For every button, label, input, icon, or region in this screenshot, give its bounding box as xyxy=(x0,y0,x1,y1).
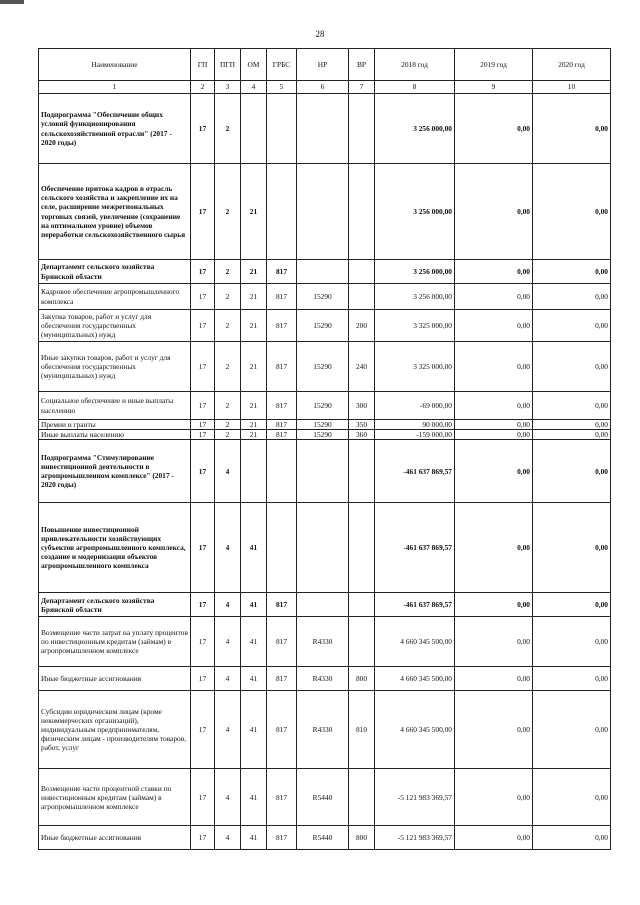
row-name: Возмещение части процентной ставки по инвестиционным кредитам (займам) в агропромышленном комплексе xyxy=(39,769,191,826)
cell-nr: R5440 xyxy=(297,769,349,826)
cell-2020: 0,00 xyxy=(533,667,611,691)
table-row xyxy=(39,503,611,593)
table-row xyxy=(39,342,611,392)
cell-nr xyxy=(297,260,349,284)
cell-gp: 17 xyxy=(191,593,215,617)
column-header: ГП xyxy=(191,49,215,81)
cell-2019: 0,00 xyxy=(455,310,533,342)
cell-pgp: 4 xyxy=(215,440,241,503)
table-row xyxy=(39,260,611,284)
column-header: 2019 год xyxy=(455,49,533,81)
cell-pgp: 4 xyxy=(215,769,241,826)
cell-pgp: 4 xyxy=(215,691,241,769)
column-header: ГРБС xyxy=(267,49,297,81)
cell-om: 21 xyxy=(241,342,267,392)
cell-2018: 3 325 000,00 xyxy=(375,310,455,342)
cell-grbs: 817 xyxy=(267,260,297,284)
column-index: 4 xyxy=(241,81,267,94)
cell-2020: 0,00 xyxy=(533,284,611,310)
cell-2018: -5 121 983 369,57 xyxy=(375,769,455,826)
cell-vr: 800 xyxy=(349,667,375,691)
cell-2020: 0,00 xyxy=(533,310,611,342)
cell-gp: 17 xyxy=(191,284,215,310)
cell-pgp: 4 xyxy=(215,617,241,667)
cell-grbs: 817 xyxy=(267,617,297,667)
cell-2020: 0,00 xyxy=(533,826,611,850)
table-row xyxy=(39,593,611,617)
cell-2018: 4 660 345 500,00 xyxy=(375,667,455,691)
cell-om: 41 xyxy=(241,593,267,617)
cell-om: 21 xyxy=(241,164,267,260)
budget-table xyxy=(38,48,611,850)
cell-2019: 0,00 xyxy=(455,392,533,420)
column-index-row xyxy=(39,81,611,94)
column-header: НР xyxy=(297,49,349,81)
table-row xyxy=(39,284,611,310)
row-name: Департамент сельского хозяйства Брянской области xyxy=(39,260,191,284)
cell-nr: R4330 xyxy=(297,691,349,769)
cell-pgp: 2 xyxy=(215,392,241,420)
cell-pgp: 2 xyxy=(215,284,241,310)
cell-2020: 0,00 xyxy=(533,94,611,164)
row-name: Закупка товаров, работ и услуг для обеспечения государственных (муниципальных) нужд xyxy=(39,310,191,342)
cell-2018: -5 121 983 369,57 xyxy=(375,826,455,850)
cell-gp: 17 xyxy=(191,164,215,260)
cell-pgp: 2 xyxy=(215,430,241,440)
column-index: 10 xyxy=(533,81,611,94)
cell-gp: 17 xyxy=(191,260,215,284)
table-body xyxy=(39,94,611,850)
table-row xyxy=(39,310,611,342)
row-name: Премии и гранты xyxy=(39,420,191,430)
cell-gp: 17 xyxy=(191,430,215,440)
cell-om: 41 xyxy=(241,691,267,769)
cell-nr xyxy=(297,164,349,260)
cell-gp: 17 xyxy=(191,826,215,850)
column-header: ПГП xyxy=(215,49,241,81)
table-row xyxy=(39,392,611,420)
cell-2020: 0,00 xyxy=(533,164,611,260)
cell-nr: R4330 xyxy=(297,667,349,691)
row-name: Возмещение части затрат на уплату процентов по инвестиционным кредитам (займам) в агропромышленном комплексе xyxy=(39,617,191,667)
cell-vr xyxy=(349,593,375,617)
row-name: Иные бюджетные ассигнования xyxy=(39,667,191,691)
cell-gp: 17 xyxy=(191,691,215,769)
column-index: 1 xyxy=(39,81,191,94)
cell-2019: 0,00 xyxy=(455,260,533,284)
cell-om xyxy=(241,94,267,164)
cell-grbs xyxy=(267,94,297,164)
cell-2020: 0,00 xyxy=(533,503,611,593)
cell-2018: -461 637 869,57 xyxy=(375,593,455,617)
cell-2019: 0,00 xyxy=(455,94,533,164)
cell-gp: 17 xyxy=(191,617,215,667)
cell-2019: 0,00 xyxy=(455,667,533,691)
table-row xyxy=(39,440,611,503)
cell-grbs: 817 xyxy=(267,420,297,430)
row-name: Подпрограмма "Стимулирование инвестиционной деятельности в агропромышленном комплексе" (2017 - 2020 годы) xyxy=(39,440,191,503)
cell-2018: 3 325 000,00 xyxy=(375,342,455,392)
column-index: 8 xyxy=(375,81,455,94)
cell-grbs xyxy=(267,503,297,593)
row-name: Департамент сельского хозяйства Брянской области xyxy=(39,593,191,617)
cell-grbs: 817 xyxy=(267,667,297,691)
row-name: Иные выплаты населению xyxy=(39,430,191,440)
cell-gp: 17 xyxy=(191,342,215,392)
row-name: Обеспечение притока кадров в отрасль сельского хозяйства и закрепление их на селе, расширение межрегиональных торговых связей, увеличение (сохранение на оптимальном уровне) объемов переработки сельскохозяйственного сырья xyxy=(39,164,191,260)
cell-gp: 17 xyxy=(191,440,215,503)
cell-om: 41 xyxy=(241,503,267,593)
row-name: Кадровое обеспечение агропромышленного комплекса xyxy=(39,284,191,310)
cell-nr: 15290 xyxy=(297,430,349,440)
cell-vr xyxy=(349,164,375,260)
cell-gp: 17 xyxy=(191,94,215,164)
cell-vr: 300 xyxy=(349,392,375,420)
cell-2018: 90 000,00 xyxy=(375,420,455,430)
cell-nr: 15290 xyxy=(297,392,349,420)
row-name: Иные закупки товаров, работ и услуг для обеспечения государственных (муниципальных) нужд xyxy=(39,342,191,392)
table-row xyxy=(39,164,611,260)
cell-2019: 0,00 xyxy=(455,826,533,850)
column-index: 5 xyxy=(267,81,297,94)
cell-nr: 15290 xyxy=(297,420,349,430)
cell-grbs: 817 xyxy=(267,593,297,617)
cell-2018: 3 256 000,00 xyxy=(375,284,455,310)
table-row xyxy=(39,826,611,850)
cell-pgp: 2 xyxy=(215,420,241,430)
row-name: Повышение инвестиционной привлекательности хозяйствующих субъектов агропромышленного комплекса, создание и модернизация объектов агропромышленного комплекса xyxy=(39,503,191,593)
cell-2018: 3 256 000,00 xyxy=(375,260,455,284)
cell-vr: 350 xyxy=(349,420,375,430)
cell-vr: 360 xyxy=(349,430,375,440)
cell-vr xyxy=(349,284,375,310)
cell-vr xyxy=(349,260,375,284)
cell-pgp: 2 xyxy=(215,342,241,392)
scan-mark xyxy=(0,0,24,4)
cell-pgp: 2 xyxy=(215,94,241,164)
table-row xyxy=(39,420,611,430)
cell-grbs: 817 xyxy=(267,826,297,850)
cell-om: 21 xyxy=(241,392,267,420)
cell-2019: 0,00 xyxy=(455,769,533,826)
cell-om xyxy=(241,440,267,503)
cell-pgp: 4 xyxy=(215,593,241,617)
cell-2018: -159 000,00 xyxy=(375,430,455,440)
cell-om: 21 xyxy=(241,284,267,310)
cell-grbs xyxy=(267,440,297,503)
cell-nr: R5440 xyxy=(297,826,349,850)
cell-2018: -461 637 869,57 xyxy=(375,440,455,503)
table-row xyxy=(39,94,611,164)
cell-om: 41 xyxy=(241,769,267,826)
cell-om: 41 xyxy=(241,667,267,691)
cell-vr: 240 xyxy=(349,342,375,392)
column-header: 2018 год xyxy=(375,49,455,81)
cell-2018: 4 660 345 500,00 xyxy=(375,617,455,667)
table-row xyxy=(39,617,611,667)
cell-gp: 17 xyxy=(191,667,215,691)
cell-nr: 15290 xyxy=(297,342,349,392)
header-row xyxy=(39,49,611,81)
cell-2019: 0,00 xyxy=(455,164,533,260)
cell-2018: -461 637 869,57 xyxy=(375,503,455,593)
cell-2020: 0,00 xyxy=(533,392,611,420)
cell-2019: 0,00 xyxy=(455,691,533,769)
cell-grbs: 817 xyxy=(267,310,297,342)
cell-2018: -69 000,00 xyxy=(375,392,455,420)
cell-2019: 0,00 xyxy=(455,503,533,593)
cell-grbs: 817 xyxy=(267,342,297,392)
row-name: Иные бюджетные ассигнования xyxy=(39,826,191,850)
table-row xyxy=(39,430,611,440)
cell-vr xyxy=(349,769,375,826)
cell-nr: R4330 xyxy=(297,617,349,667)
cell-om: 21 xyxy=(241,310,267,342)
row-name: Социальное обеспечение и иные выплаты населению xyxy=(39,392,191,420)
cell-2020: 0,00 xyxy=(533,430,611,440)
column-header: ВР xyxy=(349,49,375,81)
column-header: 2020 год xyxy=(533,49,611,81)
cell-grbs: 817 xyxy=(267,392,297,420)
cell-nr: 15290 xyxy=(297,310,349,342)
cell-2019: 0,00 xyxy=(455,440,533,503)
cell-gp: 17 xyxy=(191,503,215,593)
cell-grbs: 817 xyxy=(267,691,297,769)
cell-2018: 3 256 000,00 xyxy=(375,164,455,260)
cell-pgp: 4 xyxy=(215,503,241,593)
cell-vr xyxy=(349,617,375,667)
cell-nr xyxy=(297,94,349,164)
column-index: 7 xyxy=(349,81,375,94)
cell-2020: 0,00 xyxy=(533,617,611,667)
column-index: 3 xyxy=(215,81,241,94)
cell-2020: 0,00 xyxy=(533,593,611,617)
cell-vr: 810 xyxy=(349,691,375,769)
cell-vr xyxy=(349,440,375,503)
cell-gp: 17 xyxy=(191,392,215,420)
cell-2020: 0,00 xyxy=(533,440,611,503)
cell-vr xyxy=(349,503,375,593)
row-name: Субсидии юридическим лицам (кроме некоммерческих организаций), индивидуальным предпринимателям, физическим лицам - производителям товаров, работ, услуг xyxy=(39,691,191,769)
cell-nr xyxy=(297,440,349,503)
cell-2020: 0,00 xyxy=(533,420,611,430)
cell-2019: 0,00 xyxy=(455,342,533,392)
cell-nr xyxy=(297,593,349,617)
table-row xyxy=(39,769,611,826)
cell-om: 21 xyxy=(241,260,267,284)
column-header: ОМ xyxy=(241,49,267,81)
cell-2019: 0,00 xyxy=(455,430,533,440)
table-row xyxy=(39,667,611,691)
cell-2019: 0,00 xyxy=(455,593,533,617)
cell-2020: 0,00 xyxy=(533,769,611,826)
cell-om: 41 xyxy=(241,826,267,850)
cell-gp: 17 xyxy=(191,420,215,430)
cell-2019: 0,00 xyxy=(455,284,533,310)
cell-pgp: 4 xyxy=(215,826,241,850)
cell-pgp: 2 xyxy=(215,164,241,260)
cell-2020: 0,00 xyxy=(533,342,611,392)
row-name: Подпрограмма "Обеспечение общих условий функционирования сельскохозяйственной отрасли" (2017 - 2020 годы) xyxy=(39,94,191,164)
cell-grbs: 817 xyxy=(267,284,297,310)
column-index: 2 xyxy=(191,81,215,94)
cell-om: 21 xyxy=(241,420,267,430)
cell-gp: 17 xyxy=(191,769,215,826)
cell-nr: 15290 xyxy=(297,284,349,310)
cell-vr xyxy=(349,94,375,164)
cell-vr: 800 xyxy=(349,826,375,850)
cell-2019: 0,00 xyxy=(455,617,533,667)
cell-2018: 3 256 000,00 xyxy=(375,94,455,164)
cell-gp: 17 xyxy=(191,310,215,342)
table-row xyxy=(39,691,611,769)
page-number: 28 xyxy=(315,29,325,39)
cell-2020: 0,00 xyxy=(533,260,611,284)
cell-2019: 0,00 xyxy=(455,420,533,430)
column-index: 9 xyxy=(455,81,533,94)
cell-vr: 200 xyxy=(349,310,375,342)
column-header: Наименование xyxy=(39,49,191,81)
cell-pgp: 2 xyxy=(215,310,241,342)
cell-pgp: 4 xyxy=(215,667,241,691)
cell-om: 21 xyxy=(241,430,267,440)
cell-2020: 0,00 xyxy=(533,691,611,769)
column-index: 6 xyxy=(297,81,349,94)
cell-nr xyxy=(297,503,349,593)
cell-om: 41 xyxy=(241,617,267,667)
cell-grbs: 817 xyxy=(267,430,297,440)
cell-pgp: 2 xyxy=(215,260,241,284)
cell-grbs xyxy=(267,164,297,260)
cell-grbs: 817 xyxy=(267,769,297,826)
cell-2018: 4 660 345 500,00 xyxy=(375,691,455,769)
